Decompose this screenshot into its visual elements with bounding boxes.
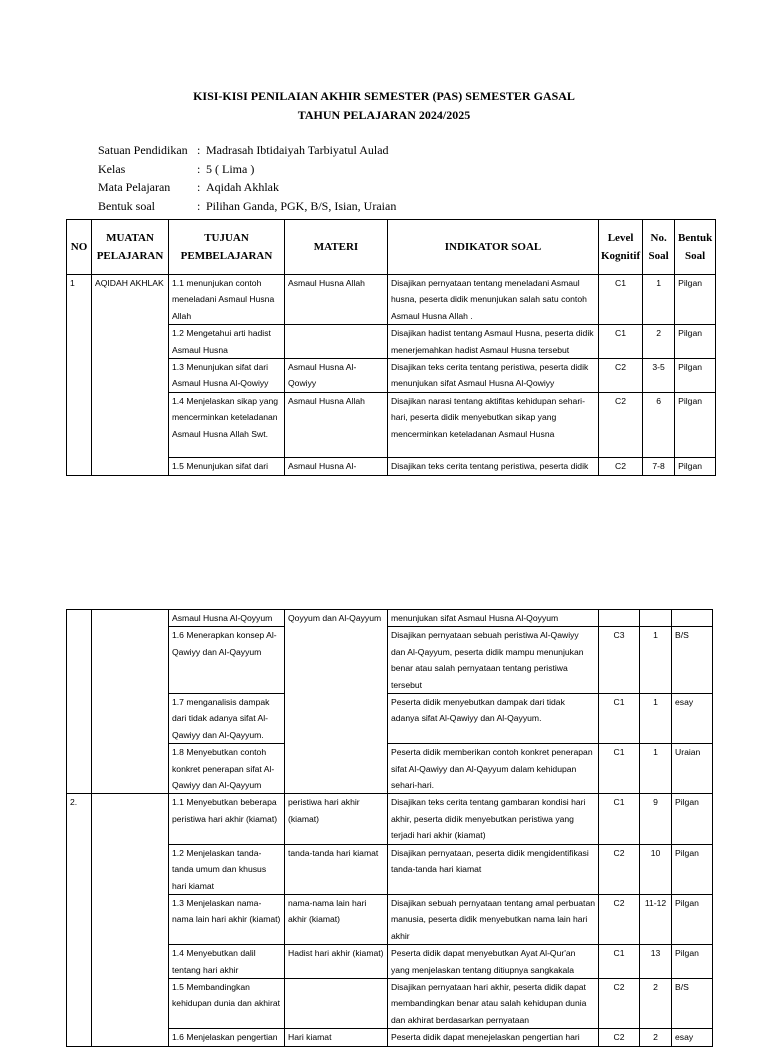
table-row xyxy=(67,794,713,844)
cell-indikator: Disajikan narasi tentang aktifitas kehidupan sehari-hari, peserta didik menyebutkan sikap yang mencerminkan keteladanan Asmaul Husna xyxy=(388,392,599,457)
cell-bentuk: Pilgan xyxy=(672,844,713,894)
cell-level: C2 xyxy=(599,359,643,393)
cell-muatan xyxy=(92,794,169,1046)
header-tujuan-pembelajaran: TUJUAN PEMBELAJARAN xyxy=(169,220,285,275)
cell-bentuk xyxy=(672,610,713,627)
cell-no-soal: 2 xyxy=(640,978,672,1028)
cell-level: C2 xyxy=(599,457,643,475)
cell-tujuan: 1.5 Menunjukan sifat dari xyxy=(169,457,285,475)
info-value: Aqidah Akhlak xyxy=(206,180,279,194)
cell-no-soal: 6 xyxy=(643,392,675,457)
cell-level: C1 xyxy=(599,694,640,744)
cell-muatan xyxy=(92,610,169,794)
cell-tujuan: 1.1 Menyebutkan beberapa peristiwa hari akhir (kiamat) xyxy=(169,794,285,844)
info-colon: : xyxy=(197,180,201,194)
info-colon: : xyxy=(197,143,201,157)
cell-level xyxy=(599,610,640,627)
cell-no-soal: 1 xyxy=(640,744,672,794)
cell-materi: tanda-tanda hari kiamat xyxy=(285,844,388,894)
header-muatan-pelajaran: MUATAN PELAJARAN xyxy=(92,220,169,275)
cell-tujuan: 1.6 Menerapkan konsep Al-Qawiyy dan Al-Qayyum xyxy=(169,627,285,694)
cell-materi: Asmaul Husna Allah xyxy=(285,392,388,457)
cell-indikator: Disajikan pernyataan sebuah peristiwa Al-Qawiyy dan Al-Qayyum, peserta didik mampu menunjukan benar atau salah pernyataan tentang peristiwa tersebut xyxy=(388,627,599,694)
info-colon: : xyxy=(197,162,201,176)
cell-level: C1 xyxy=(599,275,643,325)
cell-no-soal: 1 xyxy=(640,627,672,694)
cell-level: C2 xyxy=(599,1029,640,1046)
cell-level: C2 xyxy=(599,978,640,1028)
cell-level: C2 xyxy=(599,894,640,944)
cell-level: C1 xyxy=(599,325,643,359)
cell-bentuk: esay xyxy=(672,694,713,744)
cell-no-soal: 1 xyxy=(640,694,672,744)
cell-tujuan: 1.4 Menjelaskan sikap yang mencerminkan keteladanan Asmaul Husna Allah Swt. xyxy=(169,392,285,457)
kisi-kisi-table-page-2 xyxy=(66,609,713,1047)
info-label: Kelas xyxy=(98,162,126,176)
cell-bentuk: Pilgan xyxy=(675,457,716,475)
cell-tujuan: 1.1 menunjukan contoh meneladani Asmaul Husna Allah xyxy=(169,275,285,325)
cell-indikator: Disajikan pernyataan hari akhir, peserta didik dapat membandingkan benar atau salah kehidupan dunia dan akhirat berdasarkan pernyataan xyxy=(388,978,599,1028)
cell-level: C1 xyxy=(599,794,640,844)
cell-materi: Hadist hari akhir (kiamat) xyxy=(285,945,388,979)
cell-no-soal: 1 xyxy=(643,275,675,325)
info-label: Bentuk soal xyxy=(98,199,155,213)
info-value: Madrasah Ibtidaiyah Tarbiyatul Aulad xyxy=(206,143,389,157)
cell-no-soal: 7-8 xyxy=(643,457,675,475)
cell-level: C1 xyxy=(599,945,640,979)
document-title: KISI-KISI PENILAIAN AKHIR SEMESTER (PAS) SEMESTER GASAL xyxy=(193,89,575,103)
cell-bentuk: Pilgan xyxy=(675,359,716,393)
cell-materi xyxy=(285,325,388,359)
cell-bentuk: B/S xyxy=(672,627,713,694)
info-value: 5 ( Lima ) xyxy=(206,162,255,176)
cell-materi: Hari kiamat xyxy=(285,1029,388,1046)
cell-level: C2 xyxy=(599,392,643,457)
info-label: Satuan Pendidikan xyxy=(98,143,188,157)
cell-indikator: Disajikan teks cerita tentang gambaran kondisi hari akhir, peserta didik menyebutkan peristiwa yang terjadi hari akhir (kiamat) xyxy=(388,794,599,844)
header-no-soal: No. Soal xyxy=(643,220,675,275)
header-level-kognitif: Level Kognitif xyxy=(599,220,643,275)
cell-materi: Qoyyum dan Al-Qayyum xyxy=(285,610,388,794)
cell-indikator: Peserta didik menyebutkan dampak dari tidak adanya sifat Al-Qawiyy dan Al-Qayyum. xyxy=(388,694,599,744)
cell-materi: Asmaul Husna Al-Qowiyy xyxy=(285,359,388,393)
cell-no-soal: 2 xyxy=(640,1029,672,1046)
cell-indikator: Disajikan teks cerita tentang peristiwa, peserta didik menunjukan sifat Asmaul Husna Al-Qowiyy xyxy=(388,359,599,393)
cell-indikator: menunjukan sifat Asmaul Husna Al-Qoyyum xyxy=(388,610,599,627)
cell-muatan: AQIDAH AKHLAK xyxy=(92,275,169,476)
document-subtitle: TAHUN PELAJARAN 2024/2025 xyxy=(297,108,471,122)
cell-materi xyxy=(285,978,388,1028)
cell-tujuan: 1.8 Menyebutkan contoh konkret penerapan sifat Al-Qawiyy dan Al-Qayyum xyxy=(169,744,285,794)
header-materi: MATERI xyxy=(285,220,388,275)
cell-bentuk: Pilgan xyxy=(672,894,713,944)
cell-indikator: Disajikan hadist tentang Asmaul Husna, peserta didik menerjemahkan hadist Asmaul Husna tersebut xyxy=(388,325,599,359)
cell-tujuan: 1.3 Menjelaskan nama-nama lain hari akhir (kiamat) xyxy=(169,894,285,944)
cell-materi: Asmaul Husna Al- xyxy=(285,457,388,475)
cell-tujuan: 1.5 Membandingkan kehidupan dunia dan akhirat xyxy=(169,978,285,1028)
table-row xyxy=(67,610,713,627)
cell-no-soal: 11-12 xyxy=(640,894,672,944)
table-header-row xyxy=(67,220,716,275)
cell-no-soal: 3-5 xyxy=(643,359,675,393)
cell-tujuan: 1.2 Menjelaskan tanda-tanda umum dan khusus hari kiamat xyxy=(169,844,285,894)
cell-tujuan: 1.6 Menjelaskan pengertian xyxy=(169,1029,285,1046)
cell-tujuan: Asmaul Husna Al-Qoyyum xyxy=(169,610,285,627)
cell-level: C2 xyxy=(599,844,640,894)
cell-no-soal xyxy=(640,610,672,627)
header-bentuk-soal: Bentuk Soal xyxy=(675,220,716,275)
cell-bentuk: Pilgan xyxy=(672,794,713,844)
cell-bentuk: Uraian xyxy=(672,744,713,794)
cell-tujuan: 1.3 Menunjukan sifat dari Asmaul Husna Al-Qowiyy xyxy=(169,359,285,393)
cell-bentuk: Pilgan xyxy=(675,275,716,325)
cell-materi: peristiwa hari akhir (kiamat) xyxy=(285,794,388,844)
cell-indikator: Disajikan teks cerita tentang peristiwa, peserta didik xyxy=(388,457,599,475)
cell-no: 1 xyxy=(67,275,92,476)
cell-bentuk: esay xyxy=(672,1029,713,1046)
cell-no-soal: 2 xyxy=(643,325,675,359)
cell-materi: Asmaul Husna Allah xyxy=(285,275,388,325)
cell-bentuk: Pilgan xyxy=(675,325,716,359)
cell-indikator: Disajikan pernyataan, peserta didik mengidentifikasi tanda-tanda hari kiamat xyxy=(388,844,599,894)
cell-level: C3 xyxy=(599,627,640,694)
cell-no-soal: 13 xyxy=(640,945,672,979)
cell-tujuan: 1.4 Menyebutkan dalil tentang hari akhir xyxy=(169,945,285,979)
cell-indikator: Disajikan pernyataan tentang meneladani Asmaul husna, peserta didik menunjukan salah satu contoh Asmaul Husna Allah . xyxy=(388,275,599,325)
header-no: NO xyxy=(67,220,92,275)
cell-tujuan: 1.7 menganalisis dampak dari tidak adanya sifat Al-Qawiyy dan Al-Qayyum. xyxy=(169,694,285,744)
table-row xyxy=(67,275,716,325)
cell-no xyxy=(67,610,92,794)
cell-tujuan: 1.2 Mengetahui arti hadist Asmaul Husna xyxy=(169,325,285,359)
cell-level: C1 xyxy=(599,744,640,794)
cell-bentuk: B/S xyxy=(672,978,713,1028)
info-value: Pilihan Ganda, PGK, B/S, Isian, Uraian xyxy=(206,199,397,213)
info-colon: : xyxy=(197,199,201,213)
cell-no: 2. xyxy=(67,794,92,1046)
kisi-kisi-table-page-1 xyxy=(66,219,716,476)
cell-bentuk: Pilgan xyxy=(675,392,716,457)
info-label: Mata Pelajaran xyxy=(98,180,171,194)
cell-indikator: Peserta didik dapat menyebutkan Ayat Al-Qur'an yang menjelaskan tentang ditiupnya sangkakala xyxy=(388,945,599,979)
cell-indikator: Peserta didik memberikan contoh konkret penerapan sifat Al-Qawiyy dan Al-Qayyum dalam kehidupan sehari-hari. xyxy=(388,744,599,794)
cell-bentuk: Pilgan xyxy=(672,945,713,979)
cell-materi: nama-nama lain hari akhir (kiamat) xyxy=(285,894,388,944)
header-indikator-soal: INDIKATOR SOAL xyxy=(388,220,599,275)
cell-indikator: Disajikan sebuah pernyataan tentang amal perbuatan manusia, peserta didik menyebutkan nama lain hari akhir xyxy=(388,894,599,944)
cell-no-soal: 10 xyxy=(640,844,672,894)
cell-no-soal: 9 xyxy=(640,794,672,844)
cell-indikator: Peserta didik dapat menejelaskan pengertian hari xyxy=(388,1029,599,1046)
